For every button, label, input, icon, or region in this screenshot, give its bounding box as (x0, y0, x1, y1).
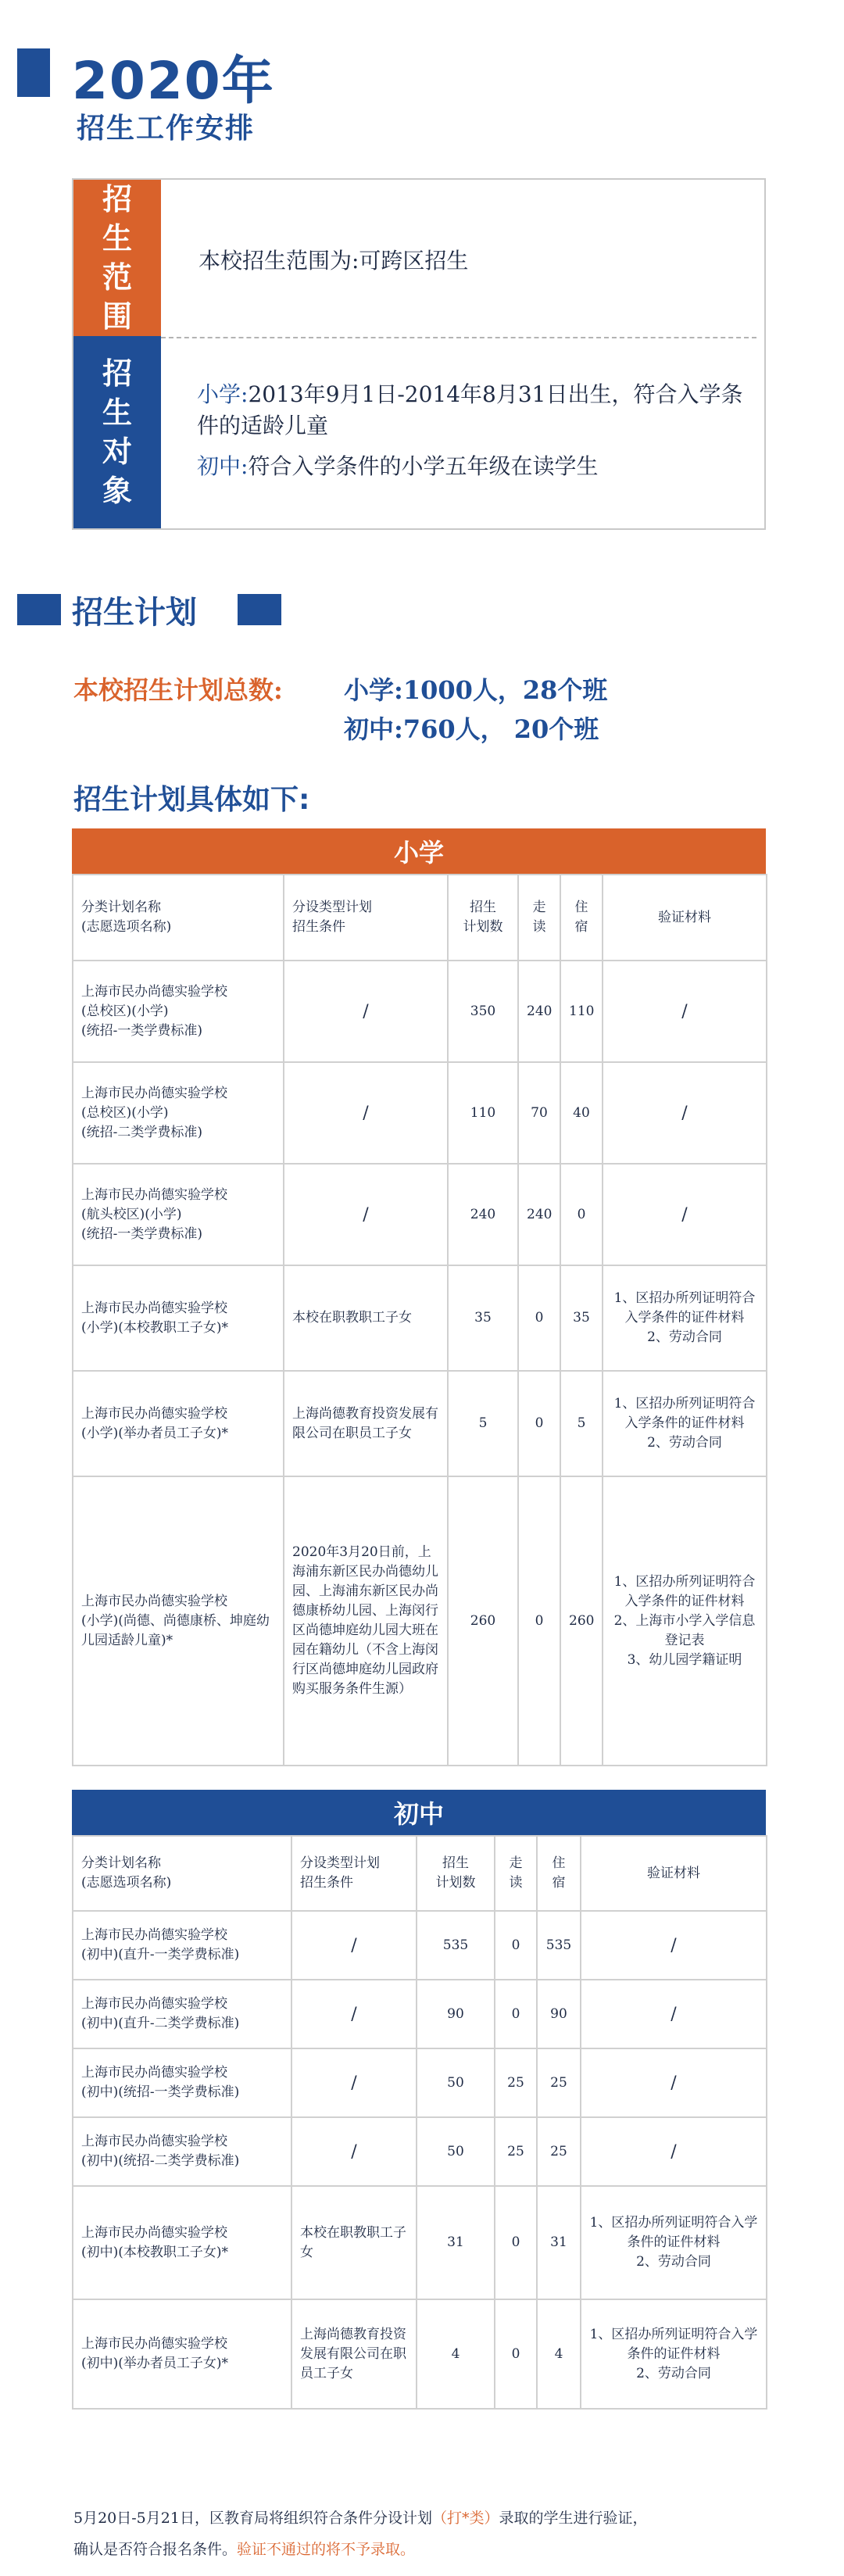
plan-name-cell: 上海市民办尚德实验学校 (航头校区)(小学) (统招-一类学费标准) (73, 1164, 284, 1265)
materials-cell: / (581, 2048, 767, 2117)
total-primary: 小学:1000人，28个班 (344, 675, 608, 705)
footer-text-a: 5月20日-5月21日，区教育局将组织符合条件分设计划 (73, 2510, 432, 2527)
table-row (73, 1164, 767, 1265)
table-row (73, 1062, 767, 1164)
table-header-row (73, 875, 767, 961)
primary-target (197, 379, 744, 442)
total-label: 本校招生计划总数: (73, 675, 283, 705)
quota-cell: 5 (448, 1371, 518, 1476)
quota-cell: 50 (417, 2117, 495, 2186)
column-header: 分设类型计划 招生条件 (291, 1836, 417, 1911)
materials-cell: 1、区招办所列证明符合入学条件的证件材料 2、上海市小学入学信息登记表 3、幼儿园学籍证明 (603, 1476, 767, 1766)
plan-name-cell: 上海市民办尚德实验学校 (初中)(举办者员工子女)* (73, 2299, 291, 2409)
quota-cell: 31 (417, 2186, 495, 2299)
footer-text-d: 确认是否符合报名条件。 (73, 2541, 238, 2558)
middle-target-text: 符合入学条件的小学五年级在读学生 (248, 453, 599, 479)
table-row (73, 2299, 767, 2409)
plan-name-cell: 上海市民办尚德实验学校 (小学)(本校教职工子女)* (73, 1265, 284, 1371)
day-student-cell: 25 (495, 2048, 537, 2117)
materials-cell: / (603, 1164, 767, 1265)
table-row (73, 2048, 767, 2117)
middle-table-title: 初中 (72, 1790, 766, 1835)
table-row (73, 1980, 767, 2048)
plan-accent-bar-left (17, 594, 61, 625)
boarding-cell: 40 (560, 1062, 603, 1164)
condition-cell: 上海尚德教育投资发展有限公司在职员工子女 (291, 2299, 417, 2409)
boarding-cell: 535 (537, 1911, 581, 1980)
detail-heading: 招生计划具体如下: (73, 784, 310, 816)
primary-target-text: 2013年9月1日-2014年8月31日出生，符合入学条件的适龄儿童 (197, 381, 743, 438)
admission-scope-box (72, 178, 766, 530)
condition-cell: / (291, 1980, 417, 2048)
day-student-cell: 0 (495, 1980, 537, 2048)
day-student-cell: 0 (518, 1371, 560, 1476)
day-student-cell: 0 (495, 2186, 537, 2299)
header-subtitle: 招生工作安排 (77, 113, 256, 145)
quota-cell: 535 (417, 1911, 495, 1980)
quota-cell: 90 (417, 1980, 495, 2048)
target-tag: 招生对象 (73, 336, 161, 528)
day-student-cell: 240 (518, 1164, 560, 1265)
quota-cell: 240 (448, 1164, 518, 1265)
boarding-cell: 260 (560, 1476, 603, 1766)
column-header: 验证材料 (603, 875, 767, 961)
quota-cell: 350 (448, 961, 518, 1062)
quota-cell: 50 (417, 2048, 495, 2117)
footer-text-c: 录取的学生进行验证， (499, 2510, 648, 2527)
column-header: 分类计划名称 (志愿选项名称) (73, 875, 284, 961)
primary-table-grid (72, 874, 767, 1766)
table-row (73, 1476, 767, 1766)
column-header: 招生 计划数 (417, 1836, 495, 1911)
footer-note-line2 (73, 2538, 415, 2559)
plan-title: 招生计划 (72, 595, 197, 631)
condition-cell: 2020年3月20日前，上海浦东新区民办尚德幼儿园、上海浦东新区民办尚德康桥幼儿园、上海闵行区尚德坤庭幼儿园大班在园在籍幼儿（不含上海闵行区尚德坤庭幼儿园政府购买服务条件生源） (284, 1476, 448, 1766)
boarding-cell: 35 (560, 1265, 603, 1371)
day-student-cell: 70 (518, 1062, 560, 1164)
boarding-cell: 5 (560, 1371, 603, 1476)
middle-table-grid (72, 1835, 767, 2410)
boarding-cell: 31 (537, 2186, 581, 2299)
total-middle: 初中:760人， 20个班 (344, 714, 599, 744)
materials-cell: 1、区招办所列证明符合入学条件的证件材料 2、劳动合同 (603, 1371, 767, 1476)
range-tag: 招生范围 (73, 180, 161, 336)
condition-cell: 上海尚德教育投资发展有限公司在职员工子女 (284, 1371, 448, 1476)
table-header-row (73, 1836, 767, 1911)
condition-cell: / (291, 2117, 417, 2186)
condition-cell: 本校在职教职工子女 (291, 2186, 417, 2299)
column-header: 住 宿 (537, 1836, 581, 1911)
condition-cell: / (284, 1062, 448, 1164)
quota-cell: 110 (448, 1062, 518, 1164)
table-row (73, 2117, 767, 2186)
footer-warning: 验证不通过的将不予录取。 (237, 2541, 416, 2558)
plan-name-cell: 上海市民办尚德实验学校 (总校区)(小学) (统招-二类学费标准) (73, 1062, 284, 1164)
boarding-cell: 0 (560, 1164, 603, 1265)
materials-cell: / (603, 961, 767, 1062)
condition-cell: / (291, 1911, 417, 1980)
materials-cell: 1、区招办所列证明符合入学条件的证件材料 2、劳动合同 (581, 2186, 767, 2299)
day-student-cell: 240 (518, 961, 560, 1062)
primary-table-title: 小学 (72, 828, 766, 874)
plan-name-cell: 上海市民办尚德实验学校 (初中)(统招-二类学费标准) (73, 2117, 291, 2186)
boarding-cell: 4 (537, 2299, 581, 2409)
day-student-cell: 25 (495, 2117, 537, 2186)
condition-cell: / (284, 961, 448, 1062)
boarding-cell: 25 (537, 2048, 581, 2117)
materials-cell: / (581, 1911, 767, 1980)
plan-name-cell: 上海市民办尚德实验学校 (小学)(举办者员工子女)* (73, 1371, 284, 1476)
materials-cell: / (581, 2117, 767, 2186)
primary-target-label: 小学: (197, 381, 249, 407)
plan-accent-bar-right (238, 594, 281, 625)
materials-cell: / (603, 1062, 767, 1164)
middle-target (197, 449, 598, 481)
primary-plan-table (72, 828, 766, 1766)
column-header: 走 读 (495, 1836, 537, 1911)
table-row (73, 1371, 767, 1476)
middle-plan-table (72, 1790, 766, 2410)
column-header: 走 读 (518, 875, 560, 961)
boarding-cell: 110 (560, 961, 603, 1062)
plan-name-cell: 上海市民办尚德实验学校 (初中)(统招-一类学费标准) (73, 2048, 291, 2117)
column-header: 招生 计划数 (448, 875, 518, 961)
footer-note-line1 (73, 2506, 647, 2528)
quota-cell: 4 (417, 2299, 495, 2409)
plan-name-cell: 上海市民办尚德实验学校 (初中)(直升-一类学费标准) (73, 1911, 291, 1980)
table-row (73, 1911, 767, 1980)
column-header: 分类计划名称 (志愿选项名称) (73, 1836, 291, 1911)
column-header: 住 宿 (560, 875, 603, 961)
table-row (73, 2186, 767, 2299)
plan-name-cell: 上海市民办尚德实验学校 (小学)(尚德、尚德康桥、坤庭幼儿园适龄儿童)* (73, 1476, 284, 1766)
plan-name-cell: 上海市民办尚德实验学校 (初中)(本校教职工子女)* (73, 2186, 291, 2299)
header-accent-bar (17, 48, 50, 97)
day-student-cell: 0 (518, 1265, 560, 1371)
materials-cell: 1、区招办所列证明符合入学条件的证件材料 2、劳动合同 (581, 2299, 767, 2409)
condition-cell: / (291, 2048, 417, 2117)
day-student-cell: 0 (495, 2299, 537, 2409)
day-student-cell: 0 (495, 1911, 537, 1980)
boarding-cell: 90 (537, 1980, 581, 2048)
materials-cell: 1、区招办所列证明符合入学条件的证件材料 2、劳动合同 (603, 1265, 767, 1371)
day-student-cell: 0 (518, 1476, 560, 1766)
table-row (73, 961, 767, 1062)
materials-cell: / (581, 1980, 767, 2048)
column-header: 验证材料 (581, 1836, 767, 1911)
condition-cell: 本校在职教职工子女 (284, 1265, 448, 1371)
scope-divider (161, 337, 756, 338)
boarding-cell: 25 (537, 2117, 581, 2186)
table-row (73, 1265, 767, 1371)
plan-name-cell: 上海市民办尚德实验学校 (总校区)(小学) (统招-一类学费标准) (73, 961, 284, 1062)
header-year: 2020年 (72, 51, 275, 111)
quota-cell: 260 (448, 1476, 518, 1766)
quota-cell: 35 (448, 1265, 518, 1371)
plan-name-cell: 上海市民办尚德实验学校 (初中)(直升-二类学费标准) (73, 1980, 291, 2048)
range-text: 本校招生范围为:可跨区招生 (198, 248, 469, 274)
footer-highlight-star: （打*类） (431, 2510, 499, 2527)
condition-cell: / (284, 1164, 448, 1265)
column-header: 分设类型计划 招生条件 (284, 875, 448, 961)
middle-target-label: 初中: (197, 453, 249, 479)
